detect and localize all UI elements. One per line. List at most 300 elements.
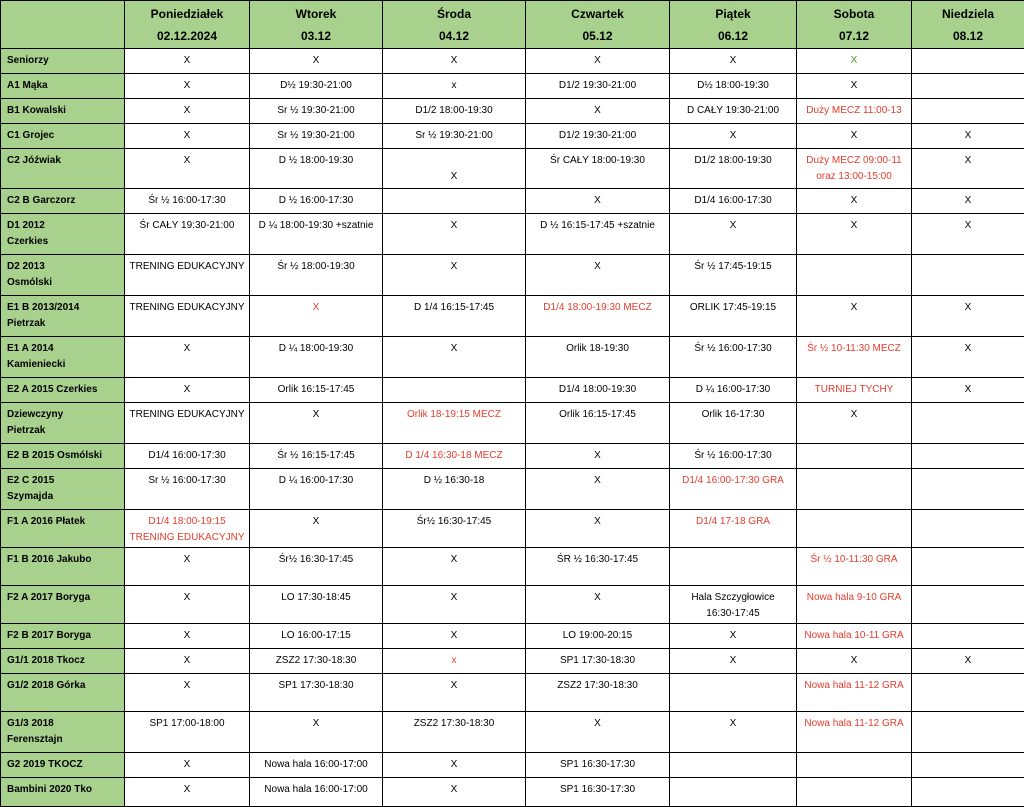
schedule-entry: Śr ½ 16:00-17:30	[670, 448, 796, 464]
team-name	[1, 337, 125, 378]
schedule-entry: X	[125, 103, 249, 119]
schedule-cell	[670, 649, 797, 674]
table-row	[1, 624, 1024, 649]
schedule-cell	[125, 778, 250, 807]
team-name-line: E1 B 2013/2014	[7, 300, 118, 316]
table-row	[1, 255, 1024, 296]
schedule-entry: X	[797, 407, 911, 423]
schedule-entry: X	[670, 628, 796, 644]
schedule-cell	[797, 586, 912, 624]
schedule-entry: X	[526, 716, 669, 732]
team-name	[1, 99, 125, 124]
schedule-cell	[912, 74, 1024, 99]
day-header	[250, 1, 383, 49]
schedule-entry: D ½ 18:00-19:30	[250, 153, 382, 169]
schedule-entry: LO 19:00-20:15	[526, 628, 669, 644]
schedule-entry: 16:30-17:45	[670, 606, 796, 622]
team-name	[1, 255, 125, 296]
schedule-entry: X	[670, 716, 796, 732]
schedule-cell	[383, 624, 526, 649]
day-header	[383, 1, 526, 49]
schedule-cell	[912, 674, 1024, 712]
schedule-cell	[250, 124, 383, 149]
team-name-line: E2 B 2015 Osmólski	[7, 448, 118, 464]
team-name	[1, 624, 125, 649]
schedule-cell	[526, 378, 670, 403]
team-name	[1, 649, 125, 674]
schedule-cell	[125, 214, 250, 255]
schedule-entry: X	[670, 653, 796, 669]
schedule-entry: X	[912, 218, 1024, 234]
schedule-entry: D1/4 16:00-17:30	[125, 448, 249, 464]
schedule-cell	[797, 74, 912, 99]
schedule-cell	[912, 469, 1024, 510]
schedule-cell	[250, 649, 383, 674]
team-name	[1, 74, 125, 99]
schedule-entry: ZSZ2 17:30-18:30	[526, 678, 669, 694]
schedule-entry: X	[125, 552, 249, 568]
schedule-cell	[250, 510, 383, 548]
schedule-entry: X	[383, 341, 525, 357]
schedule-entry: D 1/4 16:30-18 MECZ	[383, 448, 525, 464]
day-date: 03.12	[250, 25, 382, 47]
table-row	[1, 444, 1024, 469]
schedule-entry: X	[526, 514, 669, 530]
table-row	[1, 124, 1024, 149]
schedule-cell	[526, 469, 670, 510]
team-name	[1, 378, 125, 403]
schedule-entry: TRENING EDUKACYJNY	[125, 407, 249, 423]
table-row	[1, 403, 1024, 444]
team-name-line: Osmólski	[7, 275, 118, 291]
schedule-cell	[125, 337, 250, 378]
schedule-cell	[797, 149, 912, 189]
schedule-cell	[125, 586, 250, 624]
table-row	[1, 296, 1024, 337]
schedule-cell	[526, 753, 670, 778]
schedule-entry: oraz 13:00-15:00	[797, 169, 911, 185]
schedule-entry: X	[526, 473, 669, 489]
team-name	[1, 124, 125, 149]
schedule-entry: Duży MECZ 11:00-13	[797, 103, 911, 119]
schedule-cell	[250, 49, 383, 74]
schedule-cell	[383, 712, 526, 753]
schedule-cell	[797, 778, 912, 807]
schedule-cell	[670, 296, 797, 337]
schedule-entry: Nowa hala 11-12 GRA	[797, 716, 911, 732]
table-row	[1, 378, 1024, 403]
schedule-cell	[125, 189, 250, 214]
schedule-body	[1, 49, 1024, 807]
schedule-cell	[670, 548, 797, 586]
schedule-cell	[383, 296, 526, 337]
schedule-entry: TRENING EDUKACYJNY	[125, 259, 249, 275]
schedule-entry: X	[912, 153, 1024, 169]
corner-cell	[1, 1, 125, 49]
team-name-line: F2 B 2017 Boryga	[7, 628, 118, 644]
schedule-cell	[912, 548, 1024, 586]
team-name	[1, 778, 125, 807]
schedule-entry: ORLIK 17:45-19:15	[670, 300, 796, 316]
schedule-cell	[526, 149, 670, 189]
schedule-cell	[526, 649, 670, 674]
schedule-cell	[797, 49, 912, 74]
day-name: Wtorek	[250, 3, 382, 25]
schedule-cell	[670, 74, 797, 99]
team-name	[1, 189, 125, 214]
schedule-entry: X	[797, 53, 911, 69]
team-name-line: Bambini 2020 Tko	[7, 782, 118, 798]
schedule-entry: D1/4 18:00-19:30	[526, 382, 669, 398]
schedule-cell	[250, 189, 383, 214]
schedule-entry: X	[250, 300, 382, 316]
schedule-cell	[526, 712, 670, 753]
schedule-entry: Nowa hala 16:00-17:00	[250, 782, 382, 798]
team-name	[1, 444, 125, 469]
schedule-entry: X	[125, 341, 249, 357]
schedule-cell	[670, 378, 797, 403]
table-row	[1, 149, 1024, 189]
team-name	[1, 214, 125, 255]
schedule-cell	[797, 510, 912, 548]
schedule-entry: Sr ½ 16:00-17:30	[125, 473, 249, 489]
team-name-line: G1/3 2018	[7, 716, 118, 732]
schedule-entry: D1/4 16:00-17:30 GRA	[670, 473, 796, 489]
schedule-cell	[526, 624, 670, 649]
table-row	[1, 337, 1024, 378]
schedule-cell	[912, 255, 1024, 296]
schedule-cell	[797, 712, 912, 753]
schedule-entry: X	[250, 514, 382, 530]
schedule-cell	[125, 49, 250, 74]
schedule-cell	[383, 586, 526, 624]
schedule-entry: X	[670, 53, 796, 69]
schedule-entry: X	[526, 259, 669, 275]
schedule-entry: D1/4 16:00-17:30	[670, 193, 796, 209]
table-row	[1, 712, 1024, 753]
table-row	[1, 49, 1024, 74]
table-row	[1, 510, 1024, 548]
schedule-entry: Śr ½ 18:00-19:30	[250, 259, 382, 275]
schedule-entry: D1/4 18:00-19:30 MECZ	[526, 300, 669, 316]
schedule-cell	[383, 214, 526, 255]
schedule-entry: TRENING EDUKACYJNY	[125, 530, 249, 546]
schedule-cell	[912, 99, 1024, 124]
table-row	[1, 548, 1024, 586]
schedule-entry: X	[912, 193, 1024, 209]
schedule-cell	[797, 255, 912, 296]
schedule-entry: D CAŁY 19:30-21:00	[670, 103, 796, 119]
schedule-cell	[125, 469, 250, 510]
schedule-entry: X	[125, 757, 249, 773]
schedule-cell	[250, 378, 383, 403]
schedule-cell	[125, 378, 250, 403]
schedule-entry: D½ 18:00-19:30	[670, 78, 796, 94]
team-name	[1, 469, 125, 510]
team-name	[1, 296, 125, 337]
schedule-entry: Śr ½ 17:45-19:15	[670, 259, 796, 275]
schedule-cell	[383, 378, 526, 403]
schedule-cell	[125, 74, 250, 99]
schedule-entry: X	[383, 590, 525, 606]
schedule-entry: x	[383, 653, 525, 669]
schedule-entry: X	[125, 628, 249, 644]
schedule-entry: Śr½ 16:30-17:45	[383, 514, 525, 530]
table-row	[1, 674, 1024, 712]
schedule-entry: X	[797, 300, 911, 316]
schedule-cell	[526, 444, 670, 469]
schedule-entry: X	[125, 653, 249, 669]
schedule-cell	[383, 674, 526, 712]
team-name-line: Szymajda	[7, 489, 118, 505]
schedule-cell	[912, 49, 1024, 74]
schedule-cell	[383, 403, 526, 444]
schedule-cell	[670, 586, 797, 624]
schedule-entry: X	[125, 53, 249, 69]
schedule-cell	[125, 255, 250, 296]
schedule-cell	[125, 510, 250, 548]
day-name: Poniedziałek	[125, 3, 249, 25]
schedule-cell	[912, 337, 1024, 378]
day-header	[912, 1, 1024, 49]
schedule-entry: X	[383, 53, 525, 69]
schedule-entry: SP1 16:30-17:30	[526, 782, 669, 798]
schedule-cell	[912, 444, 1024, 469]
team-name-line: G1/1 2018 Tkocz	[7, 653, 118, 669]
table-row	[1, 189, 1024, 214]
schedule-cell	[526, 510, 670, 548]
schedule-cell	[526, 99, 670, 124]
schedule-entry: ZSZ2 17:30-18:30	[383, 716, 525, 732]
schedule-cell	[797, 753, 912, 778]
schedule-cell	[670, 624, 797, 649]
schedule-cell	[250, 99, 383, 124]
schedule-entry: X	[383, 218, 525, 234]
schedule-cell	[912, 649, 1024, 674]
schedule-cell	[912, 510, 1024, 548]
team-name	[1, 149, 125, 189]
day-date: 07.12	[797, 25, 911, 47]
schedule-entry: X	[912, 653, 1024, 669]
schedule-entry: X	[383, 757, 525, 773]
schedule-cell	[526, 124, 670, 149]
schedule-cell	[383, 778, 526, 807]
schedule-cell	[797, 124, 912, 149]
team-name	[1, 403, 125, 444]
schedule-entry: D ¼ 16:00-17:30	[670, 382, 796, 398]
schedule-cell	[670, 469, 797, 510]
schedule-cell	[670, 149, 797, 189]
day-name: Środa	[383, 3, 525, 25]
schedule-entry: TRENING EDUKACYJNY	[125, 300, 249, 316]
schedule-cell	[250, 712, 383, 753]
schedule-cell	[526, 214, 670, 255]
schedule-cell	[670, 778, 797, 807]
team-name-line: A1 Mąka	[7, 78, 118, 94]
schedule-cell	[250, 74, 383, 99]
schedule-entry: D ½ 16:30-18	[383, 473, 525, 489]
schedule-cell	[912, 378, 1024, 403]
table-row	[1, 214, 1024, 255]
schedule-cell	[125, 712, 250, 753]
schedule-entry: ŚR ½ 16:30-17:45	[526, 552, 669, 568]
schedule-entry: D1/2 18:00-19:30	[383, 103, 525, 119]
schedule-entry: SP1 17:30-18:30	[250, 678, 382, 694]
team-name-line: Kamieniecki	[7, 357, 118, 373]
schedule-cell	[383, 124, 526, 149]
schedule-cell	[797, 99, 912, 124]
schedule-cell	[125, 674, 250, 712]
day-date: 06.12	[670, 25, 796, 47]
schedule-entry: X	[383, 169, 525, 185]
schedule-cell	[526, 674, 670, 712]
schedule-cell	[383, 49, 526, 74]
schedule-cell	[125, 124, 250, 149]
schedule-cell	[125, 403, 250, 444]
schedule-entry: SP1 16:30-17:30	[526, 757, 669, 773]
schedule-entry: Nowa hala 9-10 GRA	[797, 590, 911, 606]
day-header	[526, 1, 670, 49]
day-header	[670, 1, 797, 49]
schedule-cell	[250, 255, 383, 296]
schedule-entry: X	[912, 128, 1024, 144]
schedule-cell	[250, 296, 383, 337]
schedule-cell	[797, 296, 912, 337]
schedule-cell	[250, 674, 383, 712]
schedule-cell	[912, 296, 1024, 337]
schedule-entry: Orlik 16:15-17:45	[526, 407, 669, 423]
schedule-entry: ZSZ2 17:30-18:30	[250, 653, 382, 669]
schedule-entry: D ½ 16:00-17:30	[250, 193, 382, 209]
day-date: 02.12.2024	[125, 25, 249, 47]
schedule-cell	[125, 296, 250, 337]
schedule-cell	[125, 624, 250, 649]
schedule-cell	[670, 255, 797, 296]
schedule-entry: X	[383, 678, 525, 694]
schedule-entry: D1/2 18:00-19:30	[670, 153, 796, 169]
schedule-entry: X	[670, 218, 796, 234]
schedule-cell	[383, 444, 526, 469]
schedule-entry: Śr ½ 16:15-17:45	[250, 448, 382, 464]
schedule-entry: X	[526, 193, 669, 209]
table-row	[1, 778, 1024, 807]
team-name-line: C1 Grojec	[7, 128, 118, 144]
schedule-cell	[670, 403, 797, 444]
team-name	[1, 49, 125, 74]
schedule-entry: D1/2 19:30-21:00	[526, 78, 669, 94]
schedule-cell	[526, 403, 670, 444]
schedule-cell	[912, 189, 1024, 214]
table-row	[1, 99, 1024, 124]
schedule-entry: X	[250, 716, 382, 732]
schedule-cell	[250, 444, 383, 469]
schedule-cell	[797, 337, 912, 378]
schedule-entry: Śr ½ 16:00-17:30	[125, 193, 249, 209]
schedule-cell	[125, 753, 250, 778]
schedule-cell	[797, 378, 912, 403]
schedule-entry: X	[797, 193, 911, 209]
day-name: Piątek	[670, 3, 796, 25]
schedule-cell	[912, 712, 1024, 753]
schedule-entry: D½ 19:30-21:00	[250, 78, 382, 94]
schedule-cell	[125, 444, 250, 469]
team-name-line: G2 2019 TKOCZ	[7, 757, 118, 773]
schedule-entry: Orlik 16:15-17:45	[250, 382, 382, 398]
schedule-cell	[250, 469, 383, 510]
team-name	[1, 548, 125, 586]
schedule-cell	[250, 214, 383, 255]
schedule-entry: X	[526, 448, 669, 464]
schedule-entry: Śr CAŁY 18:00-19:30	[526, 153, 669, 169]
schedule-cell	[670, 189, 797, 214]
schedule-cell	[912, 149, 1024, 189]
schedule-entry: Nowa hala 16:00-17:00	[250, 757, 382, 773]
schedule-cell	[912, 586, 1024, 624]
schedule-cell	[526, 189, 670, 214]
schedule-cell	[383, 753, 526, 778]
schedule-cell	[526, 296, 670, 337]
schedule-entry: X	[797, 218, 911, 234]
schedule-entry: X	[250, 407, 382, 423]
schedule-entry: X	[797, 78, 911, 94]
schedule-entry: LO 16:00-17:15	[250, 628, 382, 644]
schedule-cell	[670, 753, 797, 778]
team-name	[1, 510, 125, 548]
schedule-entry: X	[912, 341, 1024, 357]
schedule-entry: Sr ½ 19:30-21:00	[383, 128, 525, 144]
schedule-entry: X	[250, 53, 382, 69]
schedule-cell	[250, 624, 383, 649]
schedule-entry: X	[526, 103, 669, 119]
table-row	[1, 469, 1024, 510]
schedule-cell	[797, 403, 912, 444]
schedule-cell	[383, 469, 526, 510]
team-name-line: C2 B Garczorz	[7, 193, 118, 209]
schedule-entry: SP1 17:00-18:00	[125, 716, 249, 732]
schedule-cell	[250, 548, 383, 586]
team-name-line: F2 A 2017 Boryga	[7, 590, 118, 606]
schedule-cell	[912, 124, 1024, 149]
schedule-cell	[125, 649, 250, 674]
schedule-cell	[383, 510, 526, 548]
team-name-line: F1 B 2016 Jakubo	[7, 552, 118, 568]
schedule-entry: Śr ½ 16:00-17:30	[670, 341, 796, 357]
schedule-entry: X	[670, 128, 796, 144]
schedule-cell	[670, 674, 797, 712]
schedule-entry: X	[526, 53, 669, 69]
schedule-cell	[250, 586, 383, 624]
schedule-entry: Orlik 16-17:30	[670, 407, 796, 423]
schedule-entry: X	[912, 300, 1024, 316]
schedule-entry: Sr ½ 19:30-21:00	[250, 103, 382, 119]
schedule-cell	[125, 99, 250, 124]
schedule-cell	[383, 149, 526, 189]
team-name-line: B1 Kowalski	[7, 103, 118, 119]
schedule-entry: D ¼ 16:00-17:30	[250, 473, 382, 489]
team-name	[1, 712, 125, 753]
schedule-entry: Śr ½ 10-11:30 GRA	[797, 552, 911, 568]
team-name-line: F1 A 2016 Płatek	[7, 514, 118, 530]
schedule-entry: X	[125, 78, 249, 94]
team-name-line: D2 2013	[7, 259, 118, 275]
team-name-line: D1 2012	[7, 218, 118, 234]
schedule-cell	[125, 548, 250, 586]
schedule-cell	[526, 337, 670, 378]
team-name	[1, 674, 125, 712]
schedule-cell	[383, 74, 526, 99]
schedule-entry: D 1/4 16:15-17:45	[383, 300, 525, 316]
day-header	[125, 1, 250, 49]
